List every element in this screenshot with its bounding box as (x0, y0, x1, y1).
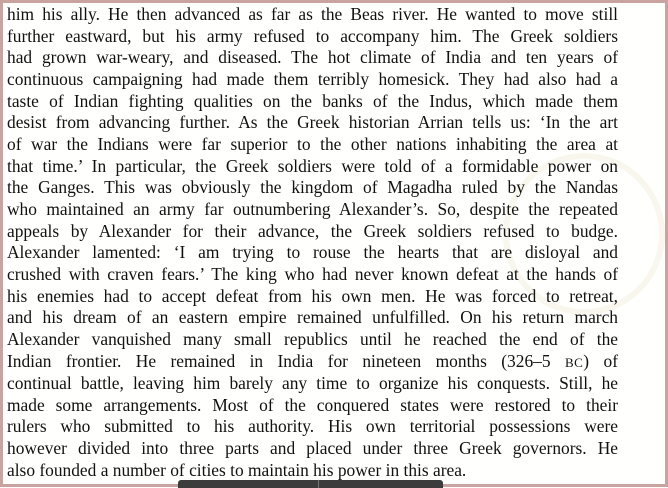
text-line: crushed with craven fears.’ The king who had never known defeat at the hands of (7, 263, 618, 284)
text-line: also founded a number of cities to maintain his power in this area. (7, 459, 467, 480)
text-line: and his dream of an eastern empire remained unfulfilled. On his return march (7, 307, 618, 328)
text-segment: ) of (583, 350, 618, 371)
text-line: who maintained an army far outnumbering Alexander’s. So, despite the repeated (7, 198, 618, 219)
text-line: his enemies had to accept defeat from his own men. He was forced to retreat, (7, 285, 618, 306)
text-line: however divided into three parts and placed under three Greek governors. He (7, 438, 618, 459)
text-line: that time.’ In particular, the Greek soldiers were told of a formidable power on (7, 155, 618, 176)
document-paragraph (7, 4, 618, 481)
text-line: taste of Indian fighting qualities on the banks of the Indus, which made them (7, 90, 618, 111)
era-abbreviation: BC (564, 354, 584, 370)
text-line: Alexander vanquished many small republics until he reached the end of the (7, 328, 618, 349)
text-line: continual battle, leaving him barely any time to organize his conquests. Still, he (7, 373, 618, 394)
text-line: appeals by Alexander for their advance, the Greek soldiers refused to budge. (7, 220, 618, 241)
text-line: made some arrangements. Most of the conquered states were restored to their (7, 394, 618, 415)
text-line: had grown war-weary, and diseased. The hot climate of India and ten years of (7, 47, 618, 68)
text-line: Alexander lamented: ‘I am trying to rouse the hearts that are disloyal and (7, 242, 618, 263)
text-line: of war the Indians were far superior to the other nations inhabiting the area at (7, 133, 618, 154)
text-line: rulers who submitted to his authority. His own territorial possessions were (7, 416, 618, 437)
text-line: further eastward, but his army refused to accompany him. The Greek soldiers (7, 25, 618, 46)
text-segment: Indian frontier. He remained in India for nineteen months (326–5 (7, 350, 565, 371)
text-line: continuous campaigning had made them terribly homesick. They had also had a (7, 68, 618, 89)
text-line-with-era (7, 351, 618, 374)
text-line: desist from advancing further. As the Greek historian Arrian tells us: ‘In the art (7, 112, 618, 133)
text-line: the Ganges. This was obviously the kingdom of Magadha ruled by the Nandas (7, 177, 618, 198)
text-line: him his ally. He then advanced as far as the Beas river. He wanted to move still (7, 4, 618, 24)
